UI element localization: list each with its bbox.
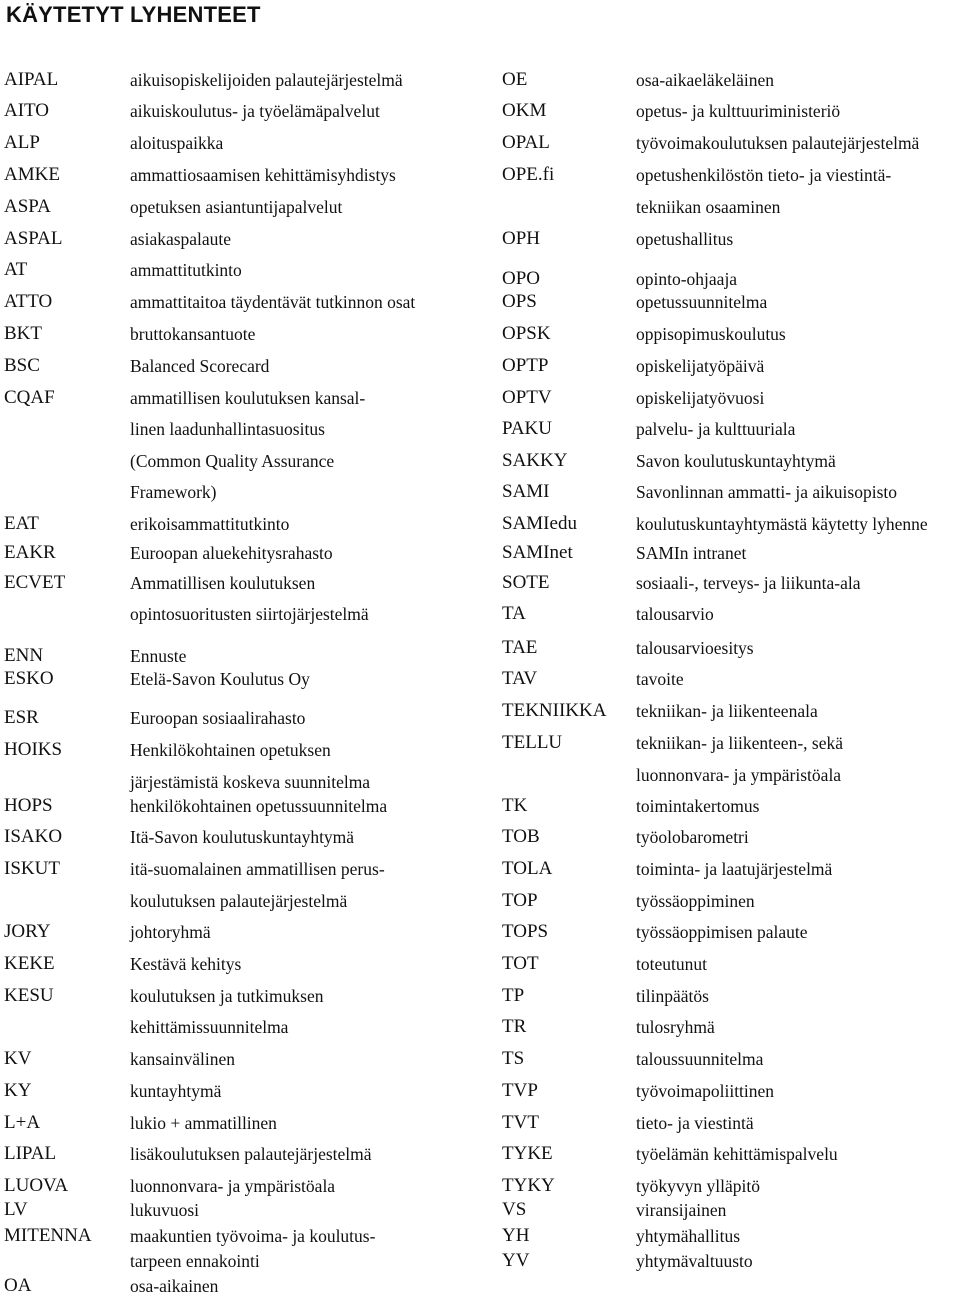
abbreviation-term: OPS (502, 291, 537, 312)
abbreviation-term: TOPS (502, 921, 549, 942)
abbreviation-definition: aloituspaikka (130, 133, 224, 153)
abbreviation-term: AIPAL (4, 69, 59, 90)
abbreviation-definition: taloussuunnitelma (636, 1049, 764, 1069)
abbreviation-term: TAV (502, 668, 538, 689)
abbreviation-term: OPTV (502, 387, 552, 408)
abbreviation-definition: Etelä-Savon Koulutus Oy (130, 669, 310, 689)
abbreviation-definition: Framework) (130, 482, 217, 502)
abbreviation-definition: lukio + ammatillinen (130, 1113, 277, 1133)
abbreviation-definition: opinto-ohjaaja (636, 269, 738, 289)
abbreviation-term: KV (4, 1048, 32, 1069)
abbreviation-term: EAKR (4, 542, 56, 563)
abbreviation-definition: Savonlinnan ammatti- ja aikuisopisto (636, 482, 898, 502)
abbreviation-term: TOB (502, 826, 540, 847)
abbreviation-definition: tekniikan- ja liikenteen-, sekä (636, 733, 844, 753)
abbreviation-definition: johtoryhmä (130, 922, 211, 942)
abbreviation-definition: tekniikan- ja liikenteenala (636, 701, 818, 721)
abbreviation-definition: SAMIn intranet (636, 543, 747, 563)
abbreviation-term: TEKNIIKKA (502, 700, 607, 721)
abbreviation-definition: aikuisopiskelijoiden palautejärjestelmä (130, 70, 403, 90)
abbreviation-definition: (Common Quality Assurance (130, 451, 335, 471)
page-title: KÄYTETYT LYHENTEET (6, 2, 261, 27)
abbreviation-definition: linen laadunhallintasuositus (130, 419, 325, 439)
abbreviation-definition: itä-suomalainen ammatillisen perus- (130, 859, 385, 879)
abbreviation-term: HOPS (4, 795, 53, 816)
abbreviation-term: TOT (502, 953, 539, 974)
abbreviation-definition: työkyvyn ylläpitö (636, 1176, 760, 1196)
abbreviation-definition: Itä-Savon koulutuskuntayhtymä (130, 827, 355, 847)
abbreviation-term: BSC (4, 355, 40, 376)
abbreviation-definition: ammattitutkinto (130, 260, 242, 280)
abbreviation-term: AITO (4, 100, 50, 121)
abbreviation-definition: työolobarometri (636, 827, 749, 847)
abbreviation-definition: Ennuste (130, 646, 187, 666)
abbreviation-definition: aikuiskoulutus- ja työelämäpalvelut (130, 101, 380, 121)
abbreviation-definition: koulutuskuntayhtymästä käytetty lyhenne (636, 514, 928, 534)
abbreviation-term: L+A (4, 1112, 41, 1133)
abbreviation-term: JORY (4, 921, 51, 942)
abbreviation-term: AT (4, 259, 28, 280)
abbreviation-definition: tulosryhmä (636, 1017, 715, 1037)
abbreviation-term: TVP (502, 1080, 538, 1101)
abbreviation-definition: tieto- ja viestintä (636, 1113, 754, 1133)
abbreviation-term: LUOVA (4, 1175, 69, 1196)
abbreviation-definition: kansainvälinen (130, 1049, 235, 1069)
abbreviation-definition: Kestävä kehitys (130, 954, 242, 974)
abbreviation-term: TOP (502, 890, 538, 911)
abbreviation-definition: palvelu- ja kulttuuriala (636, 419, 796, 439)
abbreviation-term: OE (502, 69, 528, 90)
abbreviation-definition: osa-aikainen (130, 1276, 219, 1296)
abbreviation-term: SAMI (502, 481, 550, 502)
abbreviation-definition: talousarvioesitys (636, 638, 754, 658)
abbreviation-definition: tilinpäätös (636, 986, 709, 1006)
abbreviation-definition: opetushallitus (636, 229, 734, 249)
abbreviation-term: TA (502, 603, 526, 624)
abbreviation-term: KEKE (4, 953, 55, 974)
abbreviation-term: OPE.fi (502, 164, 555, 185)
abbreviation-term: HOIKS (4, 739, 63, 760)
abbreviation-definition: Balanced Scorecard (130, 356, 270, 376)
abbreviation-definition: koulutuksen palautejärjestelmä (130, 891, 348, 911)
abbreviation-definition: toteutunut (636, 954, 707, 974)
abbreviation-term: OPSK (502, 323, 551, 344)
abbreviation-definition: lisäkoulutuksen palautejärjestelmä (130, 1144, 372, 1164)
abbreviation-term: TR (502, 1016, 527, 1037)
abbreviation-term: TOLA (502, 858, 553, 879)
abbreviation-definition: yhtymähallitus (636, 1226, 741, 1246)
abbreviation-definition: koulutuksen ja tutkimuksen (130, 986, 324, 1006)
abbreviation-definition: Euroopan sosiaalirahasto (130, 708, 306, 728)
abbreviation-definition: järjestämistä koskeva suunnitelma (130, 772, 371, 792)
abbreviation-term: TK (502, 795, 528, 816)
abbreviation-term: CQAF (4, 387, 55, 408)
abbreviation-definition: maakuntien työvoima- ja koulutus- (130, 1226, 376, 1246)
abbreviation-term: SAMIedu (502, 513, 577, 534)
abbreviation-term: YH (502, 1225, 530, 1246)
abbreviation-term: LIPAL (4, 1143, 57, 1164)
abbreviation-definition: luonnonvara- ja ympäristöala (130, 1176, 336, 1196)
abbreviation-term: YV (502, 1250, 530, 1271)
abbreviation-definition: osa-aikaeläkeläinen (636, 70, 774, 90)
abbreviation-term: OPAL (502, 132, 550, 153)
abbreviation-definition: työssäoppiminen (636, 891, 755, 911)
abbreviation-term: LV (4, 1199, 28, 1220)
abbreviation-term: ESKO (4, 668, 54, 689)
abbreviation-definition: asiakaspalaute (130, 229, 232, 249)
abbreviation-term: ISAKO (4, 826, 63, 847)
abbreviation-term: VS (502, 1199, 527, 1220)
abbreviation-term: PAKU (502, 418, 552, 439)
abbreviation-definition: ammattitaitoa täydentävät tutkinnon osat (130, 292, 416, 312)
abbreviation-definition: opintosuoritusten siirtojärjestelmä (130, 604, 369, 624)
abbreviation-definition: ammattiosaamisen kehittämisyhdistys (130, 165, 396, 185)
abbreviation-definition: kuntayhtymä (130, 1081, 222, 1101)
abbreviation-term: KESU (4, 985, 54, 1006)
abbreviation-term: ECVET (4, 572, 66, 593)
abbreviation-definition: luonnonvara- ja ympäristöala (636, 765, 842, 785)
abbreviation-term: TVT (502, 1112, 539, 1133)
abbreviation-term: ALP (4, 132, 40, 153)
abbreviation-definition: bruttokansantuote (130, 324, 256, 344)
abbreviation-term: OPTP (502, 355, 549, 376)
abbreviation-definition: Henkilökohtainen opetuksen (130, 740, 331, 760)
abbreviation-definition: toimintakertomus (636, 796, 760, 816)
abbreviation-definition: Euroopan aluekehitysrahasto (130, 543, 333, 563)
abbreviation-definition: työelämän kehittämispalvelu (636, 1144, 838, 1164)
abbreviation-term: TAE (502, 637, 538, 658)
abbreviation-term: OPH (502, 228, 541, 249)
abbreviation-term: KY (4, 1080, 32, 1101)
abbreviation-definition: Savon koulutuskuntayhtymä (636, 451, 836, 471)
abbreviation-term: OKM (502, 100, 547, 121)
abbreviation-term: ATTO (4, 291, 53, 312)
abbreviation-term: TYKE (502, 1143, 553, 1164)
abbreviation-definition: työvoimakoulutuksen palautejärjestelmä (636, 133, 920, 153)
abbreviation-definition: tarpeen ennakointi (130, 1251, 260, 1271)
abbreviation-definition: työssäoppimisen palaute (636, 922, 808, 942)
abbreviation-definition: toiminta- ja laatujärjestelmä (636, 859, 833, 879)
abbreviation-term: TS (502, 1048, 525, 1069)
abbreviation-definition: lukuvuosi (130, 1200, 200, 1220)
abbreviation-term: ENN (4, 645, 44, 666)
abbreviation-definition: talousarvio (636, 604, 714, 624)
abbreviation-definition: opetuksen asiantuntijapalvelut (130, 197, 343, 217)
abbreviation-definition: opiskelijatyöpäivä (636, 356, 765, 376)
abbreviation-definition: työvoimapoliittinen (636, 1081, 775, 1101)
abbreviation-definition: oppisopimuskoulutus (636, 324, 786, 344)
abbreviation-term: BKT (4, 323, 42, 344)
abbreviation-term: OPO (502, 268, 541, 289)
abbreviation-term: OA (4, 1275, 32, 1296)
abbreviation-definition: ammatillisen koulutuksen kansal- (130, 388, 366, 408)
abbreviation-definition: henkilökohtainen opetussuunnitelma (130, 796, 388, 816)
abbreviation-term: ISKUT (4, 858, 60, 879)
abbreviation-term: TP (502, 985, 525, 1006)
abbreviation-definition: viransijainen (636, 1200, 727, 1220)
abbreviation-definition: tekniikan osaaminen (636, 197, 781, 217)
abbreviation-term: SAKKY (502, 450, 568, 471)
abbreviation-definition: opiskelijatyövuosi (636, 388, 765, 408)
abbreviation-definition: sosiaali-, terveys- ja liikunta-ala (636, 573, 861, 593)
abbreviation-definition: tavoite (636, 669, 684, 689)
abbreviation-definition: kehittämissuunnitelma (130, 1017, 289, 1037)
abbreviation-term: TELLU (502, 732, 563, 753)
abbreviation-definition: erikoisammattitutkinto (130, 514, 290, 534)
abbreviation-term: AMKE (4, 164, 60, 185)
abbreviation-term: TYKY (502, 1175, 555, 1196)
abbreviation-definition: opetus- ja kulttuuriministeriö (636, 101, 841, 121)
abbreviation-definition: opetushenkilöstön tieto- ja viestintä- (636, 165, 892, 185)
abbreviation-definition: yhtymävaltuusto (636, 1251, 753, 1271)
abbreviation-term: EAT (4, 513, 39, 534)
abbreviation-term: ASPAL (4, 228, 63, 249)
abbreviation-term: ESR (4, 707, 39, 728)
abbreviation-term: SAMInet (502, 542, 573, 563)
abbreviation-definition: opetussuunnitelma (636, 292, 768, 312)
abbreviation-term: MITENNA (4, 1225, 92, 1246)
abbreviation-term: SOTE (502, 572, 550, 593)
abbreviation-definition: Ammatillisen koulutuksen (130, 573, 316, 593)
abbreviation-term: ASPA (4, 196, 51, 217)
